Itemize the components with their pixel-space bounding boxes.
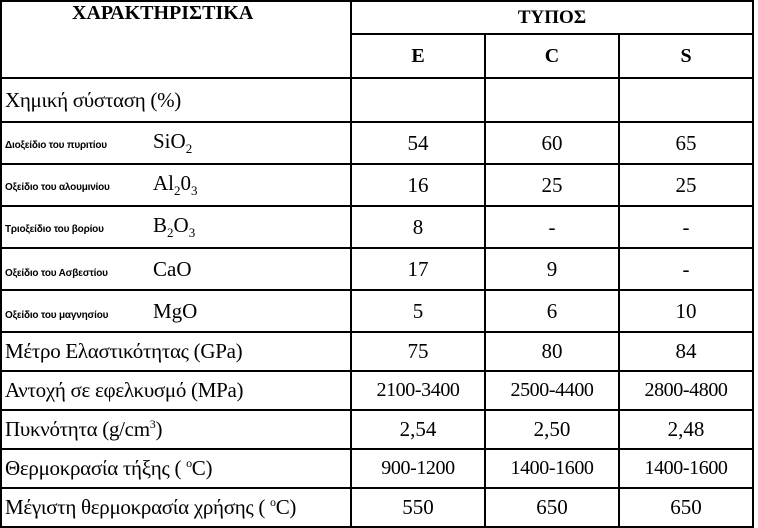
characteristics-header: ΧΑΡΑΚΤΗΡΙΣΤΙΚΑ [1,1,351,78]
value-c: 80 [485,332,619,371]
property-row [1,410,753,449]
value-c: 1400-1600 [485,449,619,488]
value-c: 2500-4400 [485,371,619,410]
chemical-row [1,290,753,332]
value-e: 75 [351,332,485,371]
value-c: 9 [485,248,619,290]
density-label: Πυκνότητα $(g/cm^3)$ [1,410,351,449]
type-c-header: C [485,34,619,78]
value-e: 17 [351,248,485,290]
value-c: 25 [485,164,619,206]
compound-formula: MgO [153,298,198,323]
compound-formula: $B_2O_3$ [153,212,196,241]
value-s: - [619,248,753,290]
type-header: ΤΥΠΟΣ [351,1,753,34]
property-row [1,371,753,410]
value-c: - [485,206,619,248]
value-s: 650 [619,488,753,527]
value-s: 2800-4800 [619,371,753,410]
type-s-header: S [619,34,753,78]
chemical-row [1,206,753,248]
chemical-row [1,164,753,206]
chemical-composition-label: Χημική σύσταση (%) [1,78,351,122]
value-c: 2,50 [485,410,619,449]
value-s: 84 [619,332,753,371]
chemical-label-cell [1,206,351,248]
chemical-label-cell [1,122,351,164]
blank-cell [351,78,485,122]
value-e: 550 [351,488,485,527]
value-e: 900-1200 [351,449,485,488]
property-row [1,449,753,488]
melting-temperature-label: Θερμοκρασία τήξης ( $^o$C) [1,449,351,488]
compound-formula: SiO$_2$ [153,128,193,157]
type-e-header: E [351,34,485,78]
value-s: 1400-1600 [619,449,753,488]
compound-name: Οξείδιο του μαγνησίου [5,309,109,321]
tensile-strength-label: Αντοχή σε εφελκυσμό (MPa) [1,371,351,410]
compound-formula: $Al_20_3$ [153,170,198,199]
value-s: - [619,206,753,248]
value-c: 60 [485,122,619,164]
value-c: 650 [485,488,619,527]
value-s: 25 [619,164,753,206]
elastic-modulus-label: Μέτρο Ελαστικότητας (GPa) [1,332,351,371]
value-s: 10 [619,290,753,332]
compound-name: Οξείδιο του αλουμινίου [5,181,110,193]
blank-cell [485,78,619,122]
property-row [1,488,753,527]
chemical-label-cell [1,164,351,206]
compound-name: Διοξείδιο του πυριτίου [5,139,107,151]
blank-cell [619,78,753,122]
value-c: 6 [485,290,619,332]
chemical-row [1,248,753,290]
chemical-label-cell [1,248,351,290]
compound-name: Οξείδιο του Ασβεστίου [5,267,108,279]
value-e: 16 [351,164,485,206]
chemical-section-row [1,78,753,122]
max-use-temperature-label: Μέγιστη θερμοκρασία χρήσης ( $^o$C) [1,488,351,527]
value-e: 8 [351,206,485,248]
compound-name: Τριοξείδιο του βορίου [5,223,104,235]
value-e: 54 [351,122,485,164]
chemical-row [1,122,753,164]
chemical-label-cell [1,290,351,332]
value-s: 65 [619,122,753,164]
value-e: 2100-3400 [351,371,485,410]
header-row [1,1,753,34]
value-s: 2,48 [619,410,753,449]
value-e: 2,54 [351,410,485,449]
property-row [1,332,753,371]
value-e: 5 [351,290,485,332]
compound-formula: CaO [153,256,192,281]
